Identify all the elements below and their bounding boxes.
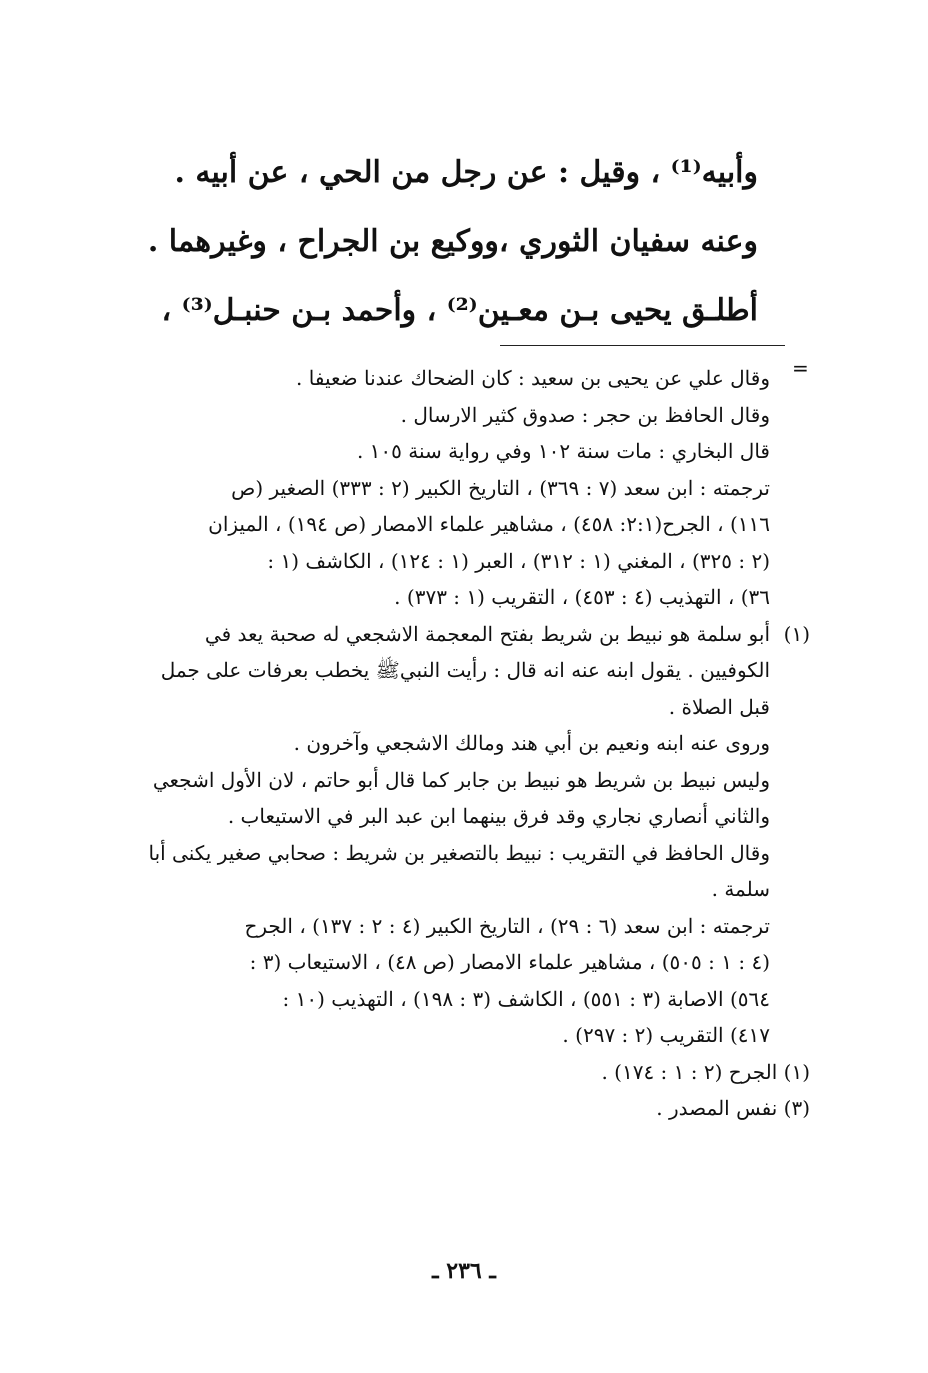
main-line-2: وعنه سفيان الثوري ،ووكيع بن الجراح ، وغيرهما . xyxy=(147,224,758,259)
note-line: (٤ : ١ : ٥٠٥) ، مشاهير علماء الامصار (ص ٤٨) ، الاستيعاب (٣ : xyxy=(249,950,770,974)
footnote-number: (١) xyxy=(783,621,810,646)
main-line-3: أطلـق يحيى بـن معـين⁽²⁾ ، وأحمد بـن حنبـل⁽³⁾ ، xyxy=(161,293,758,328)
note-line: ٥٦٤) الاصابة (٣ : ٥٥١) ، الكاشف (٣ : ١٩٨) ، التهذيب (١٠ : xyxy=(282,986,770,1011)
note-line: ٤١٧) التقريب (٢ : ٢٩٧) . xyxy=(562,1023,770,1047)
note-line: وقال الحافظ بن حجر : صدوق كثير الارسال . xyxy=(400,402,770,427)
note-line: وروى عنه ابنه ونعيم بن أبي هند ومالك الاشجعي وآخرون . xyxy=(293,731,770,755)
footnote-divider xyxy=(500,345,785,346)
note-line: سلمة . xyxy=(711,877,770,901)
note-line: وقال علي عن يحيى بن سعيد : كان الضحاك عندنا ضعيفا . xyxy=(296,366,770,390)
note-line: أبو سلمة هو نبيط بن شريط بفتح المعجمة الاشجعي له صحبة يعد في xyxy=(204,621,770,646)
footnote-2: (١) الجرح (٢ : ١ : ١٧٤) . xyxy=(601,1059,810,1084)
note-line: (٢ : ٣٢٥) ، المغني (١ : ٣١٢) ، العبر (١ : ١٢٤) ، الكاشف (١ : xyxy=(267,548,770,573)
main-text xyxy=(80,138,758,345)
note-line: الكوفيين . يقول ابنه عنه انه قال : رأيت النبيﷺ يخطب بعرفات على جمل xyxy=(160,658,770,682)
footnote-3: (٣) نفس المصدر . xyxy=(656,1096,810,1120)
note-line: وليس نبيط بن شريط هو نبيط بن جابر كما قال أبو حاتم ، لان الأول اشجعي xyxy=(152,767,770,792)
note-line: ترجمته : ابن سعد (٦ : ٢٩) ، التاريخ الكبير (٤ : ٢ : ١٣٧) ، الجرح xyxy=(244,913,770,938)
page-number: ـ ٢٣٦ ـ xyxy=(432,1258,496,1284)
note-line: والثاني أنصاري نجاري وقد فرق بينهما ابن عبد البر في الاستيعاب . xyxy=(227,804,770,828)
main-line-1: وأبيه⁽¹⁾ ، وقيل : عن رجل من الحي ، عن أبيه . xyxy=(174,155,758,190)
note-line: ٣٦) ، التهذيب (٤ : ٤٥٣) ، التقريب (١ : ٣٧٣) . xyxy=(394,585,770,609)
note-line: وقال الحافظ في التقريب : نبيط بالتصغير بن شريط : صحابي صغير يكنى أبا xyxy=(148,840,770,865)
note-line: ١١٦) ، الجرح(٢:١: ٤٥٨) ، مشاهير علماء الامصار (ص ١٩٤) ، الميزان xyxy=(208,512,770,536)
footnote-1 xyxy=(80,616,810,1054)
continuation-mark: = xyxy=(792,356,809,380)
note-line: ترجمته : ابن سعد (٧ : ٣٦٩) ، التاريخ الكبير (٢ : ٣٣٣) الصغير (ص xyxy=(231,475,770,500)
note-line: قبل الصلاة . xyxy=(668,694,770,719)
continued-note xyxy=(80,360,770,616)
footnotes xyxy=(80,360,810,1127)
note-line: قال البخاري : مات سنة ١٠٢ وفي رواية سنة ١٠٥ . xyxy=(356,439,770,463)
